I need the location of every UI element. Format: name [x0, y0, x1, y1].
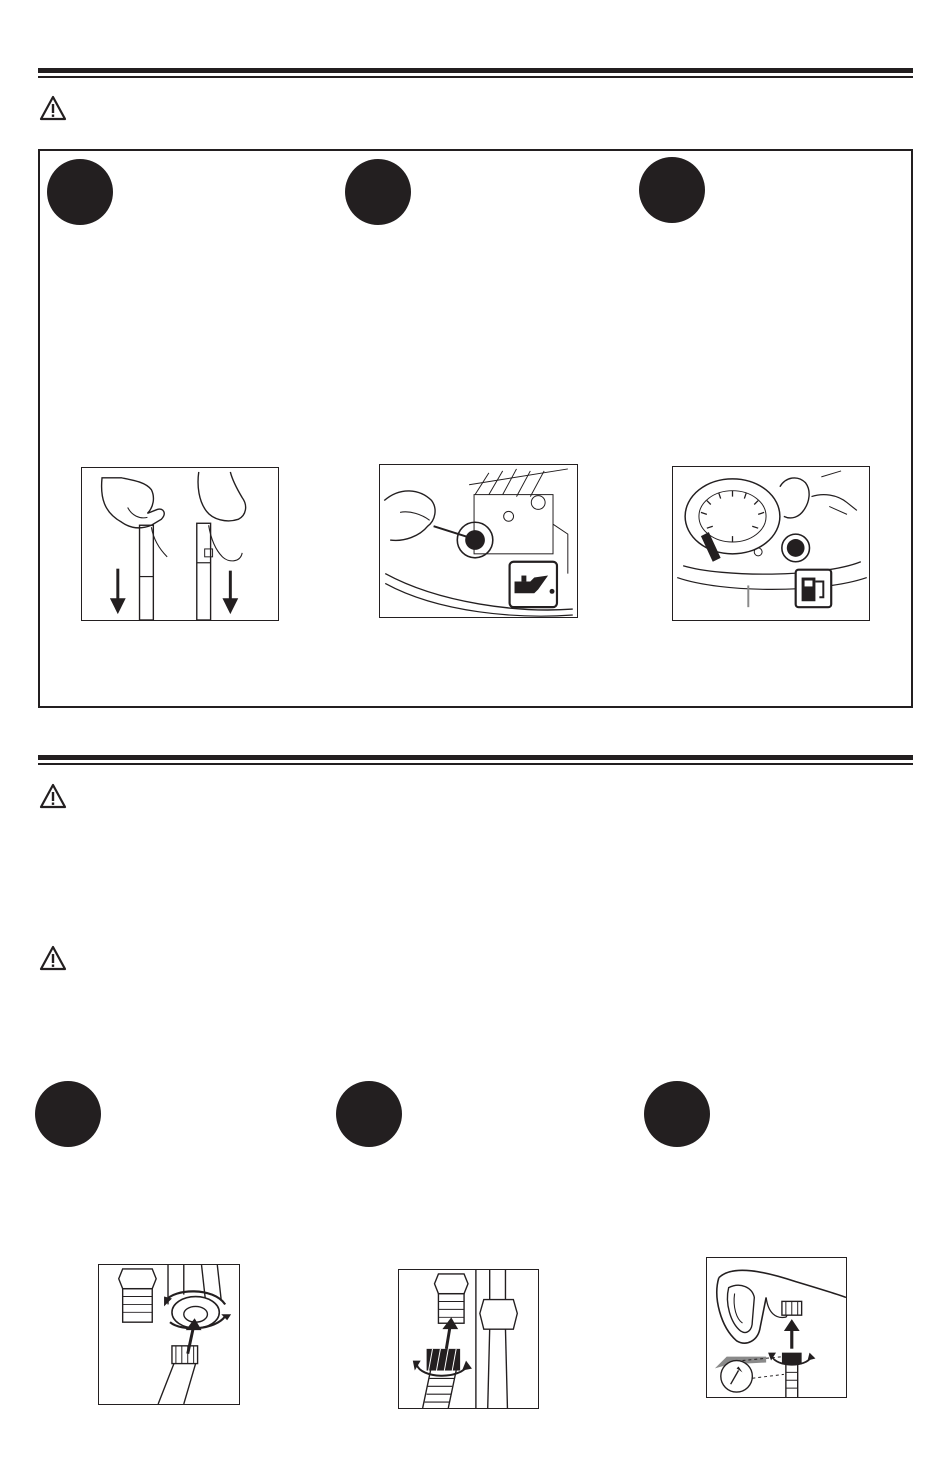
- water-supply-illustration: [398, 1269, 539, 1409]
- section-rule-bottom: [38, 755, 913, 760]
- step-4-number-circle: [35, 1081, 101, 1147]
- section-rule-top: [38, 68, 913, 73]
- oil-can-icon: [510, 562, 557, 607]
- section-rule-bottom-thin: [38, 763, 913, 765]
- step-3-number-circle: [639, 157, 705, 223]
- handle-assembly-illustration: [81, 467, 279, 621]
- fuel-fill-illustration: [672, 466, 870, 621]
- step-6-number-circle: [644, 1081, 710, 1147]
- warning-icon: [39, 95, 67, 121]
- step-1-number-circle: [47, 159, 113, 225]
- warning-icon: [39, 945, 67, 971]
- arrow-down-icon: [110, 569, 126, 614]
- fuel-pump-icon: [796, 570, 832, 608]
- section-rule-top-thin: [38, 76, 913, 78]
- step-5-number-circle: [336, 1081, 402, 1147]
- hose-to-gun-illustration: [706, 1257, 847, 1398]
- arrow-down-icon: [222, 571, 238, 614]
- warning-icon: [39, 783, 67, 809]
- step-2-number-circle: [345, 159, 411, 225]
- oil-fill-illustration: [379, 464, 578, 618]
- hose-to-pump-illustration: [98, 1264, 240, 1405]
- assembly-steps-box: [38, 149, 913, 708]
